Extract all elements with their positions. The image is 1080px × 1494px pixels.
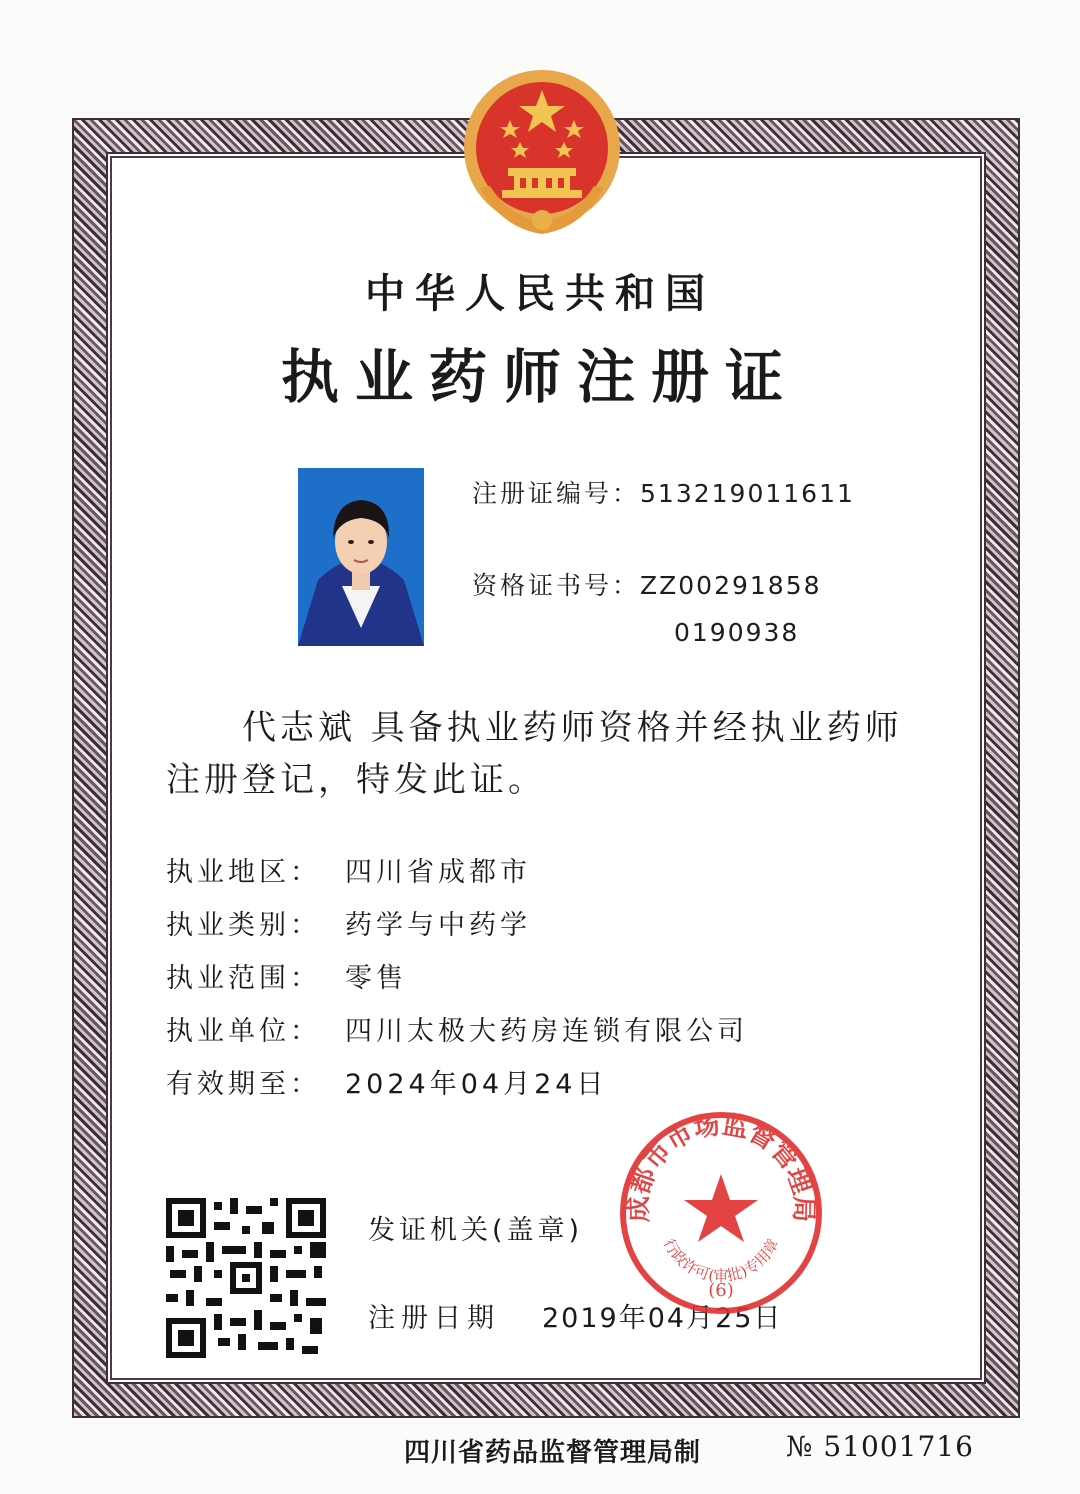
field-label-scope: 执业范围： — [166, 963, 321, 994]
field-label-valid-until: 有效期至： — [166, 1069, 321, 1100]
footer-maker: 四川省药品监督管理局制 — [404, 1438, 702, 1468]
statement-line1: 代志斌 具备执业药师资格并经执业药师 — [242, 708, 903, 748]
seal-number: (6) — [708, 1280, 734, 1301]
qr-code — [166, 1198, 326, 1358]
field-label-region: 执业地区： — [166, 857, 321, 888]
holder-photo — [298, 468, 424, 646]
registration-number — [472, 474, 855, 510]
registration-date-value: 2019年04月25日 — [542, 1303, 783, 1334]
registration-date-label: 注册日期 — [368, 1303, 500, 1334]
statement-line2: 注册登记，特发此证。 — [166, 760, 546, 800]
registration-number-label: 注册证编号： — [472, 479, 641, 508]
field-value-scope: 零售 — [345, 963, 407, 994]
field-label-employer: 执业单位： — [166, 1016, 321, 1047]
qualification-number-value: ZZ00291858 — [640, 571, 822, 600]
field-value-category: 药学与中药学 — [345, 910, 531, 941]
qualification-number-label: 资格证书号： — [472, 571, 641, 600]
seal-top-text: 成都市市场监督管理局 — [623, 1110, 819, 1223]
field-value-valid-until: 2024年04月24日 — [345, 1069, 608, 1100]
official-seal — [618, 1110, 824, 1316]
footer-serial-number: № 51001716 — [786, 1430, 974, 1463]
title-certificate: 执业药师注册证 — [280, 343, 799, 411]
qualification-number — [472, 566, 822, 602]
field-value-region: 四川省成都市 — [345, 857, 531, 888]
qualification-number-cont — [674, 618, 799, 647]
title-country: 中华人民共和国 — [365, 270, 715, 317]
field-label-category: 执业类别： — [166, 910, 321, 941]
national-emblem-icon — [462, 68, 622, 236]
svg-text:行政许可(审批)专用章 — [660, 1236, 783, 1285]
seal-bottom-text: 行政许可(审批)专用章 — [659, 1235, 783, 1285]
registration-number-value: 513219011611 — [640, 479, 855, 508]
qualification-number-value-line2: 0190938 — [674, 618, 800, 647]
issuing-authority-label: 发证机关(盖章) — [368, 1215, 584, 1246]
field-value-employer: 四川太极大药房连锁有限公司 — [345, 1016, 748, 1047]
